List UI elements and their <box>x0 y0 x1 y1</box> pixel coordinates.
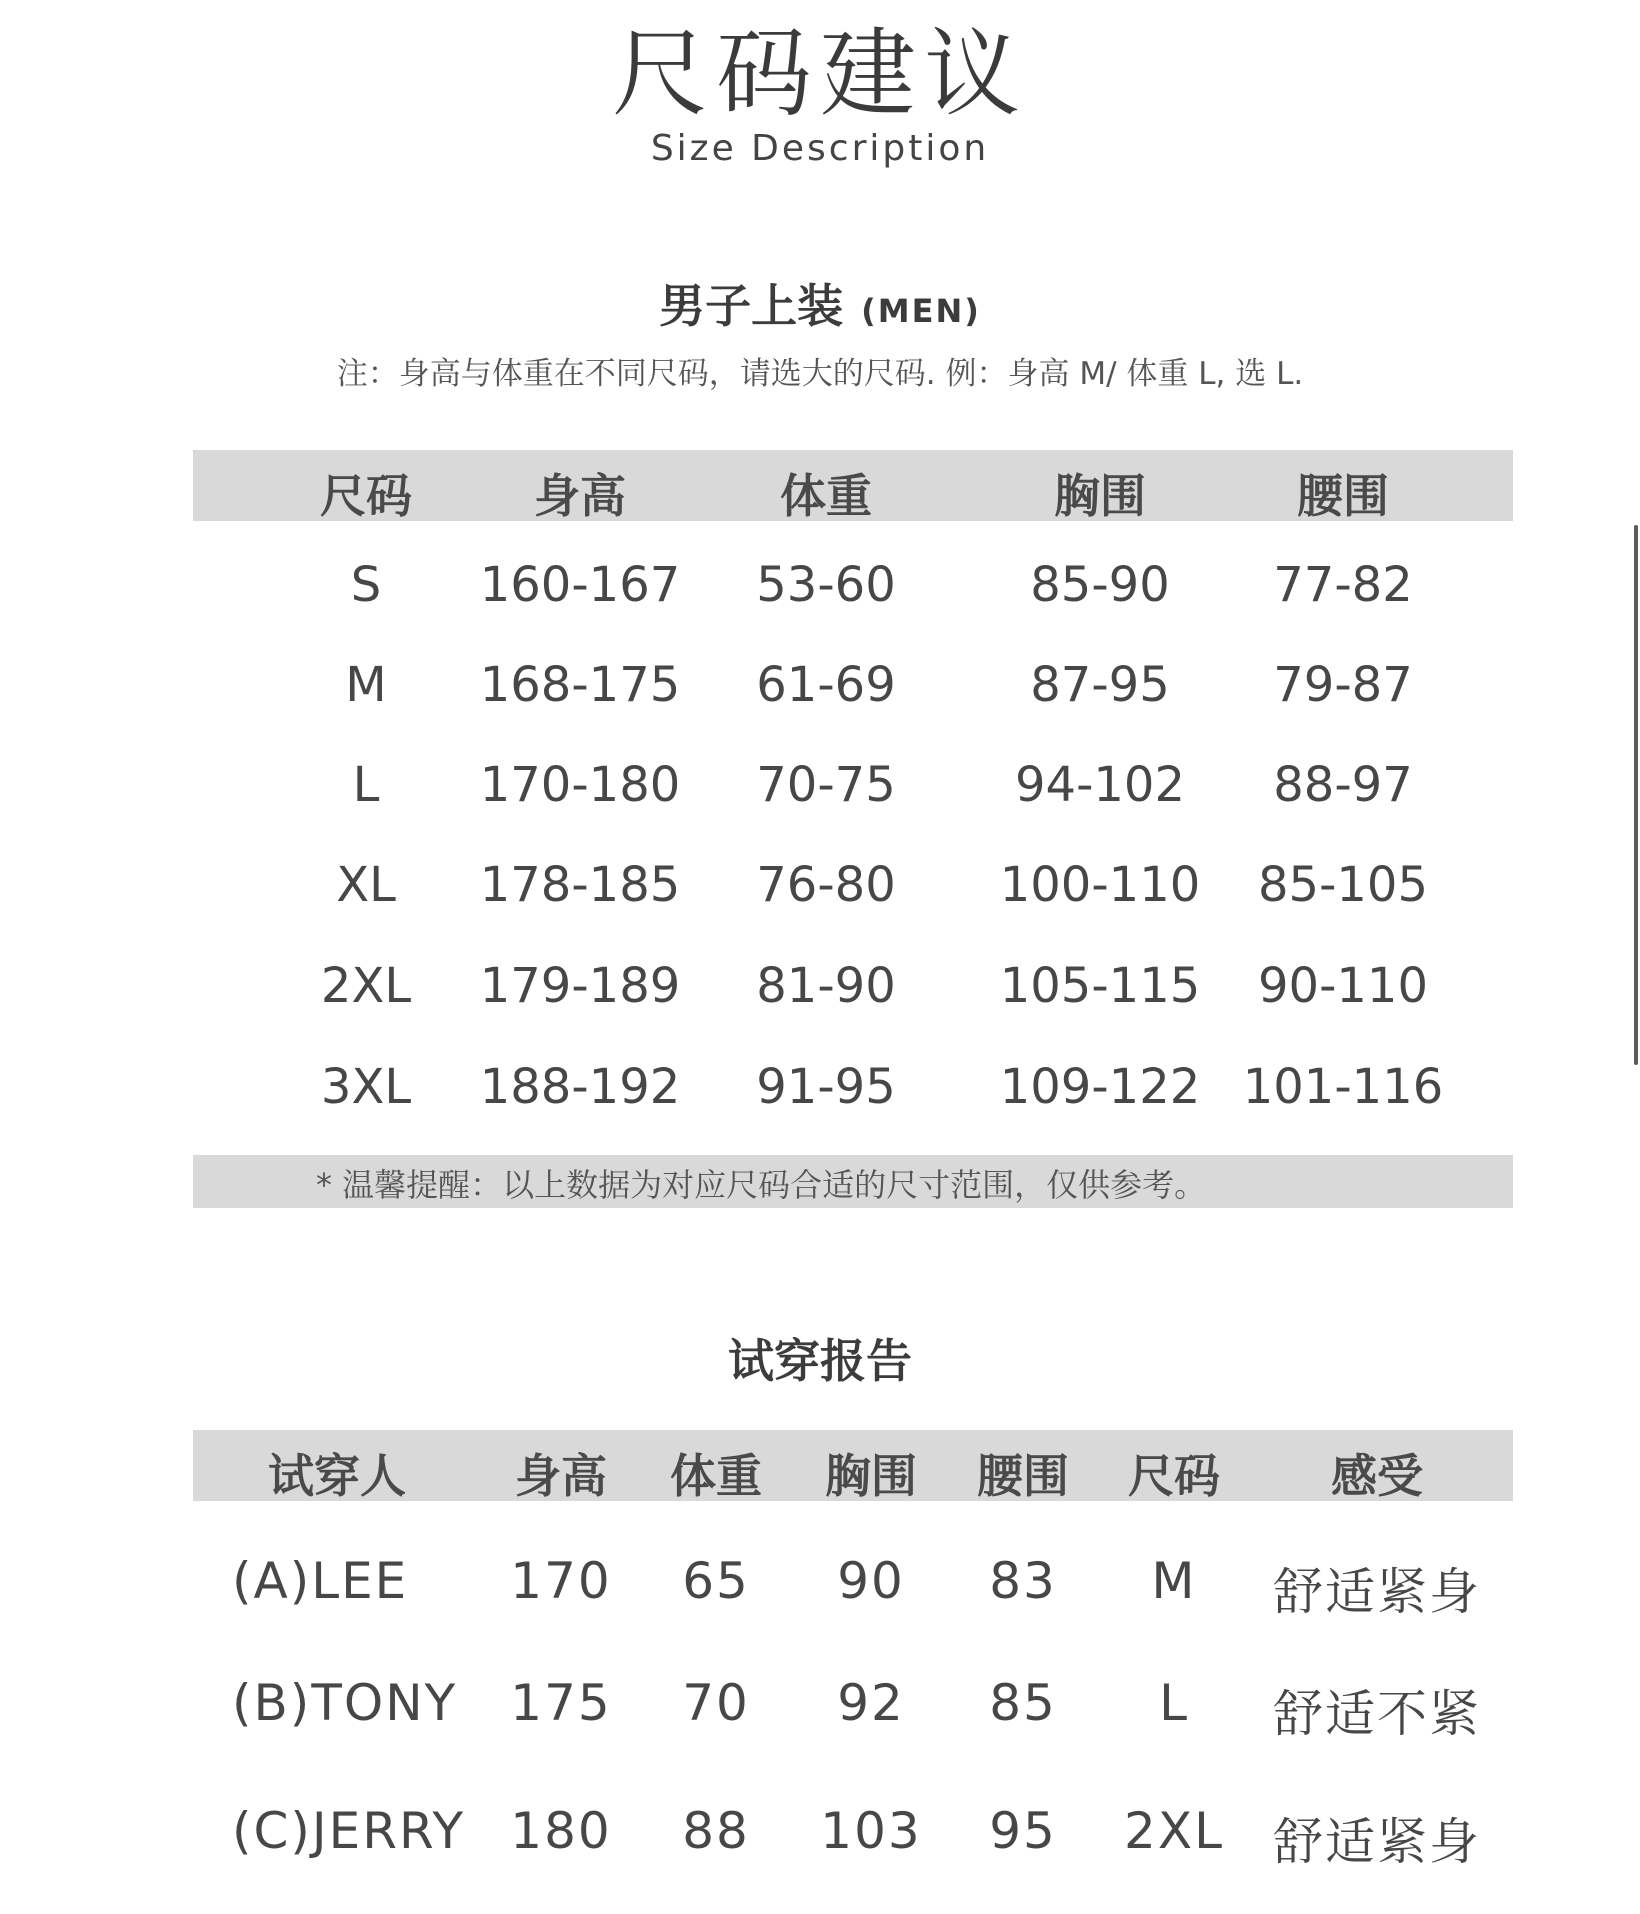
trial-table-header-cell: 体重 <box>670 1449 762 1503</box>
size-table-cell: 160-167 <box>479 557 681 613</box>
size-note: 注：身高与体重在不同尺码，请选大的尺码. 例：身高 M/ 体重 L, 选 L. <box>336 356 1304 392</box>
trial-tester-name: (C)JERRY <box>232 1802 466 1860</box>
size-table-cell: 70-75 <box>756 757 896 813</box>
trial-table-cell: 92 <box>837 1674 905 1732</box>
trial-table-cell: 舒适紧身 <box>1273 1563 1481 1621</box>
trial-table-cell: 舒适紧身 <box>1273 1813 1481 1871</box>
trial-table-cell: 175 <box>510 1674 612 1732</box>
page-title: 尺码建议 <box>612 18 1028 130</box>
size-table-cell: 2XL <box>320 958 412 1014</box>
trial-table-cell: M <box>1151 1552 1197 1610</box>
size-section-title <box>0 270 1640 336</box>
size-table-cell: 79-87 <box>1273 657 1413 713</box>
trial-table-cell: 90 <box>837 1552 905 1610</box>
size-table-cell: 88-97 <box>1273 757 1413 813</box>
size-table-cell: 87-95 <box>1030 657 1170 713</box>
trial-table-header-cell: 尺码 <box>1128 1449 1220 1503</box>
size-table-cell: XL <box>336 857 396 913</box>
size-table-cell: 53-60 <box>756 557 896 613</box>
size-table-header-cell: 腰围 <box>1297 469 1389 523</box>
trial-table-cell: 103 <box>820 1802 922 1860</box>
trial-table-cell: 70 <box>682 1674 750 1732</box>
trial-tester-name: (A)LEE <box>232 1552 409 1610</box>
size-table-header-cell: 胸围 <box>1054 469 1146 523</box>
size-table-cell: 188-192 <box>479 1059 681 1115</box>
size-table-cell: 179-189 <box>479 958 681 1014</box>
trial-table-header-cell: 身高 <box>515 1449 607 1503</box>
trial-table-cell: 170 <box>510 1552 612 1610</box>
size-table-cell: 77-82 <box>1273 557 1413 613</box>
trial-table-cell: 85 <box>989 1674 1057 1732</box>
trial-section-title: 试穿报告 <box>728 1334 912 1388</box>
size-table-cell: 178-185 <box>479 857 681 913</box>
size-table-cell: 76-80 <box>756 857 896 913</box>
size-table-cell: 101-116 <box>1242 1059 1444 1115</box>
size-table-cell: 3XL <box>320 1059 412 1115</box>
size-table-cell: 81-90 <box>756 958 896 1014</box>
size-section-title-cn: 男子上装 <box>659 279 844 333</box>
trial-table-cell: 舒适不紧 <box>1273 1685 1481 1743</box>
trial-table-cell: 95 <box>989 1802 1057 1860</box>
size-table-cell: 105-115 <box>999 958 1201 1014</box>
size-table-cell: L <box>352 757 380 813</box>
trial-table-header-cell: 胸围 <box>825 1449 917 1503</box>
trial-table-header-cell: 试穿人 <box>268 1449 406 1503</box>
size-table-cell: 90-110 <box>1257 958 1429 1014</box>
trial-table-header-cell: 腰围 <box>977 1449 1069 1503</box>
trial-table-header-cell: 感受 <box>1331 1449 1423 1503</box>
trial-table-cell: 83 <box>989 1552 1057 1610</box>
size-table-cell: M <box>345 657 387 713</box>
trial-table-cell: 88 <box>682 1802 750 1860</box>
size-table-cell: 85-105 <box>1257 857 1429 913</box>
scrollbar[interactable] <box>1634 525 1638 1065</box>
size-table-header-cell: 尺码 <box>320 469 412 523</box>
size-table-cell: 61-69 <box>756 657 896 713</box>
trial-table-cell: 65 <box>682 1552 750 1610</box>
size-table-cell: 85-90 <box>1030 557 1170 613</box>
size-table-header-cell: 体重 <box>780 469 872 523</box>
size-table-cell: 170-180 <box>479 757 681 813</box>
size-table-cell: S <box>350 557 382 613</box>
size-table-cell: 168-175 <box>479 657 681 713</box>
size-table-header-cell: 身高 <box>534 469 626 523</box>
size-table-cell: 91-95 <box>756 1059 896 1115</box>
size-table-cell: 109-122 <box>999 1059 1201 1115</box>
page-subtitle: Size Description <box>650 128 990 169</box>
size-section-title-en: (MEN) <box>861 292 981 330</box>
trial-table-cell: 2XL <box>1124 1802 1224 1860</box>
trial-table-cell: L <box>1159 1674 1189 1732</box>
size-table-cell: 94-102 <box>1014 757 1186 813</box>
size-tip: * 温馨提醒：以上数据为对应尺码合适的尺寸范围，仅供参考。 <box>316 1166 1207 1204</box>
size-table-cell: 100-110 <box>999 857 1201 913</box>
trial-tester-name: (B)TONY <box>232 1674 458 1732</box>
trial-table-cell: 180 <box>510 1802 612 1860</box>
